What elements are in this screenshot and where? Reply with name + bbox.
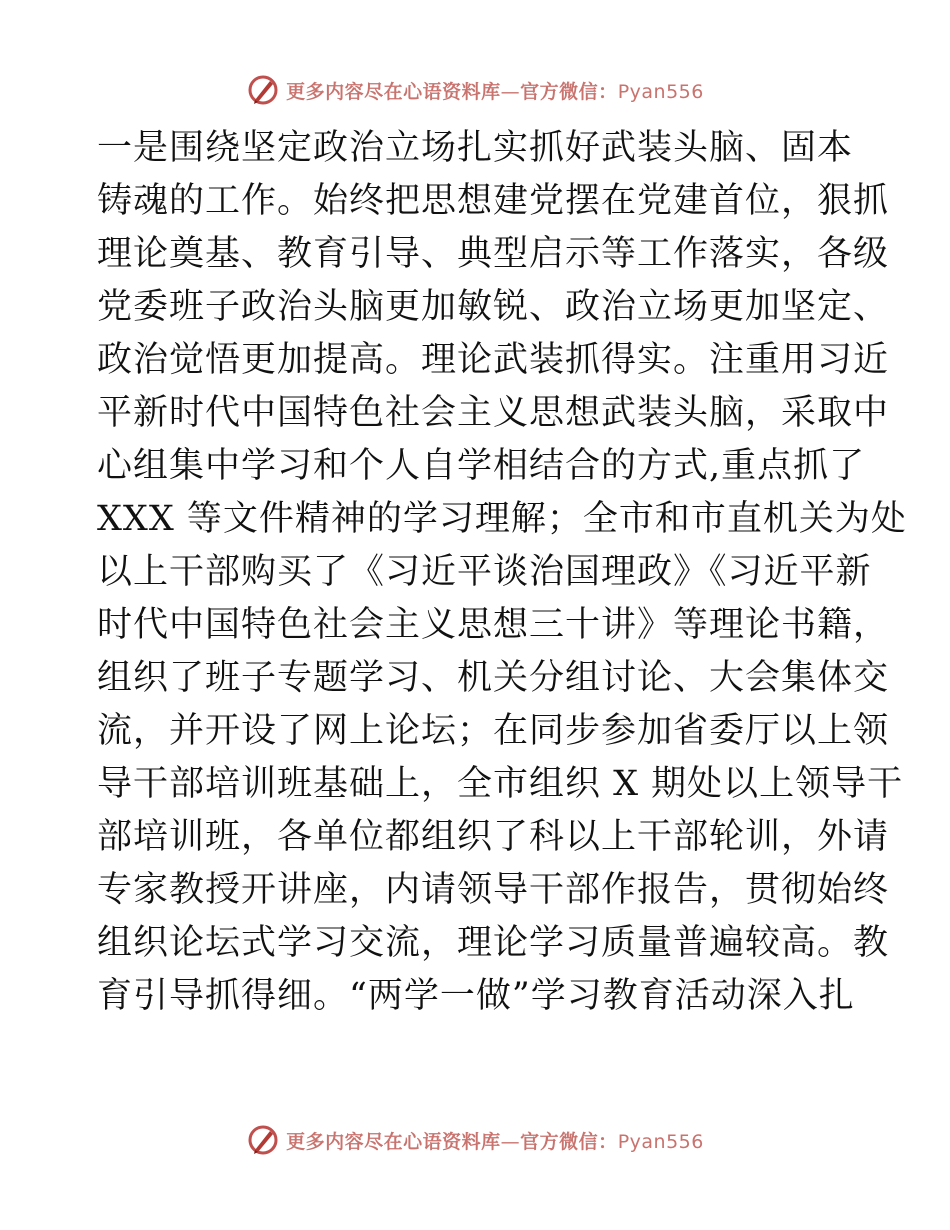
- text-line: 组织论坛式学习交流，理论学习质量普遍较高。教: [97, 923, 890, 963]
- watermark-official-label: 官方微信：: [520, 80, 618, 103]
- watermark-wechat-id: Pyan556: [617, 1130, 704, 1153]
- pen-circle-logo-icon: [246, 73, 280, 107]
- watermark-text: [286, 1127, 704, 1154]
- text-line: 理论奠基、教育引导、典型启示等工作落实，各级: [97, 234, 890, 274]
- watermark-official-label: 官方微信：: [520, 1130, 618, 1153]
- text-line: XXX 等文件精神的学习理解；全市和市直机关为处: [97, 499, 907, 539]
- text-line: 以上干部购买了《习近平谈治国理政》《习近平新: [97, 552, 872, 592]
- text-line: 心组集中学习和个人自学相结合的方式,重点抓了: [97, 446, 866, 486]
- text-line: 专家教授开讲座，内请领导干部作报告，贯彻始终: [97, 870, 890, 910]
- text-line: 平新时代中国特色社会主义思想武装头脑，采取中: [97, 393, 890, 433]
- text-line: 一是围绕坚定政治立场扎实抓好武装头脑、固本: [97, 128, 854, 168]
- header-watermark: [0, 70, 950, 110]
- footer-watermark: [0, 1120, 950, 1160]
- text-line: 党委班子政治头脑更加敏锐、政治立场更加坚定、: [97, 287, 890, 327]
- text-line: 时代中国特色社会主义思想三十讲》等理论书籍，: [97, 605, 890, 645]
- document-body: [97, 122, 907, 1023]
- text-line: 部培训班，各单位都组织了科以上干部轮训，外请: [97, 817, 890, 857]
- watermark-site-name: 更多内容尽在心语资料库: [286, 80, 501, 103]
- text-line: 组织了班子专题学习、机关分组讨论、大会集体交: [97, 658, 890, 698]
- text-line: 育引导抓得细。“两学一做”学习教育活动深入扎: [97, 976, 855, 1016]
- watermark-wechat-id: Pyan556: [617, 80, 704, 103]
- pen-circle-logo-icon: [246, 1123, 280, 1157]
- text-line: 导干部培训班基础上，全市组织 X 期处以上领导干: [97, 764, 904, 804]
- text-line: 政治觉悟更加提高。理论武装抓得实。注重用习近: [97, 340, 890, 380]
- text-line: 铸魂的工作。始终把思想建党摆在党建首位，狠抓: [97, 181, 890, 221]
- watermark-site-name: 更多内容尽在心语资料库: [286, 1130, 501, 1153]
- watermark-dash: —: [500, 1130, 521, 1153]
- watermark-text: [286, 77, 704, 104]
- text-line: 流，并开设了网上论坛；在同步参加省委厅以上领: [97, 711, 890, 751]
- watermark-dash: —: [500, 80, 521, 103]
